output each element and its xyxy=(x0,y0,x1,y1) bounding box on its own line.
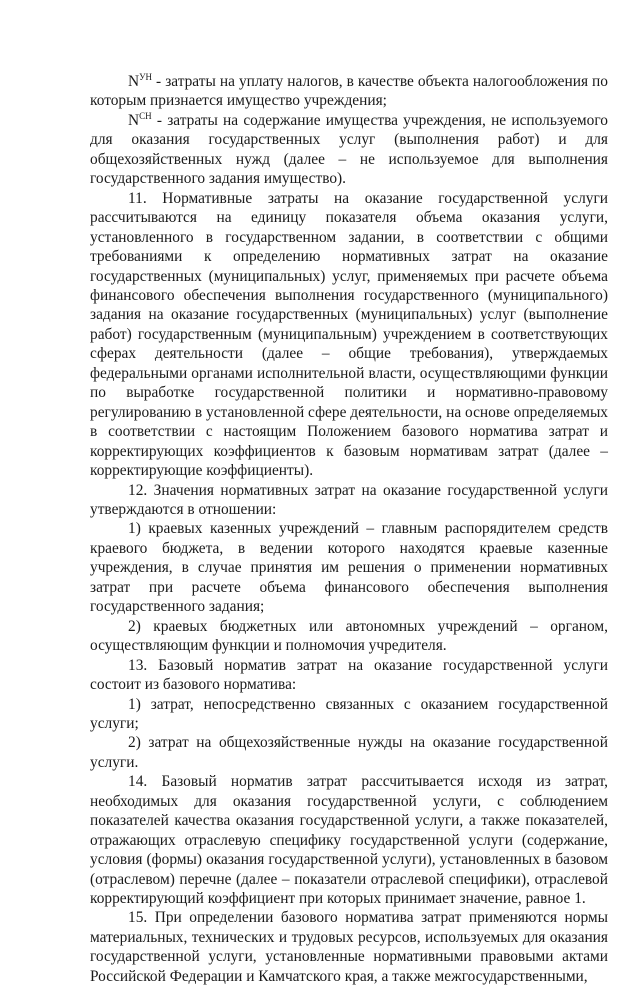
symbol-superscript: СН xyxy=(139,110,152,121)
paragraph-13-item-2: 2) затрат на общехозяйственные нужды на оказание государственной услуги. xyxy=(90,734,608,771)
paragraph-text: - затраты на уплату налогов, в качестве объекта налогообложения по которым признается имущество учреждения; xyxy=(90,73,608,110)
paragraph-13: 13. Базовый норматив затрат на оказание государственной услуги состоит из базового норматива: xyxy=(90,656,608,694)
symbol-superscript: УН xyxy=(139,72,152,82)
symbol-letter: N xyxy=(128,111,140,129)
paragraph-text: - затраты на содержание имущества учреждения, не используемого для оказания государственных услуг (выполнения работ) и для общехозяйственных нужд (далее – не используемое для выполнения государственного задания имущество). xyxy=(90,111,608,188)
document-body xyxy=(90,72,608,986)
paragraph-15: 15. При определении базового норматива затрат применяются нормы материальных, технических и трудовых ресурсов, используемых для оказания государственной услуги, установленные нормативными правовыми актами Российской Федерации и Камчатского края, а также межгосударственными, xyxy=(90,909,608,985)
paragraph-12-item-1: 1) краевых казенных учреждений – главным распорядителем средств краевого бюджета, в ведении которого находятся краевые казенные учреждения, в случае принятия им решения о применении нормативных затрат при расчете объема финансового обеспечения выполнения государственного задания; xyxy=(90,520,608,616)
paragraph-nsn xyxy=(90,111,608,189)
paragraph-12-item-2: 2) краевых бюджетных или автономных учреждений – органом, осуществляющим функции и полномочия учредителя. xyxy=(90,617,608,655)
paragraph-13-item-1: 1) затрат, непосредственно связанных с оказанием государственной услуги; xyxy=(90,695,608,732)
paragraph-14: 14. Базовый норматив затрат рассчитывается исходя из затрат, необходимых для оказания государственной услуги, с соблюдением показателей качества оказания государственной услуги, а также показателей, отражающих отраслевую специфику государственной услуги (содержание, условия (формы) оказания государственной услуги), установленных в базовом (отраслевом) перечне (далее – показатели отраслевой специфики), отраслевой корректирующий коэффициент при которых принимает значение, равное 1. xyxy=(90,773,608,908)
paragraph-12: 12. Значения нормативных затрат на оказание государственной услуги утверждаются в отношении: xyxy=(90,481,608,518)
paragraph-11: 11. Нормативные затраты на оказание государственной услуги рассчитываются на единицу показателя объема оказания услуги, установленного в государственном задании, в соответствии с общими требованиями к определению нормативных затрат на оказание государственных (муниципальных) услуг, применяемых при расчете объема финансового обеспечения выполнения государственного (муниципального) задания на оказание государственных (муниципальных) услуг (выполнение работ) государственным (муниципальным) учреждением в соответствующих сферах деятельности (далее – общие требования), утверждаемых федеральными органами исполнительной власти, осуществляющими функции по выработке государственной политики и нормативно-правовому регулированию в установленной сфере деятельности, на основе определяемых в соответствии с настоящим Положением базового норматива затрат и корректирующих коэффициентов к базовым нормативам затрат (далее – корректирующие коэффициенты). xyxy=(90,189,608,480)
paragraph-nun xyxy=(90,72,608,111)
symbol-letter: N xyxy=(128,73,140,90)
symbol-nsn xyxy=(128,112,152,129)
symbol-nun xyxy=(128,73,152,90)
